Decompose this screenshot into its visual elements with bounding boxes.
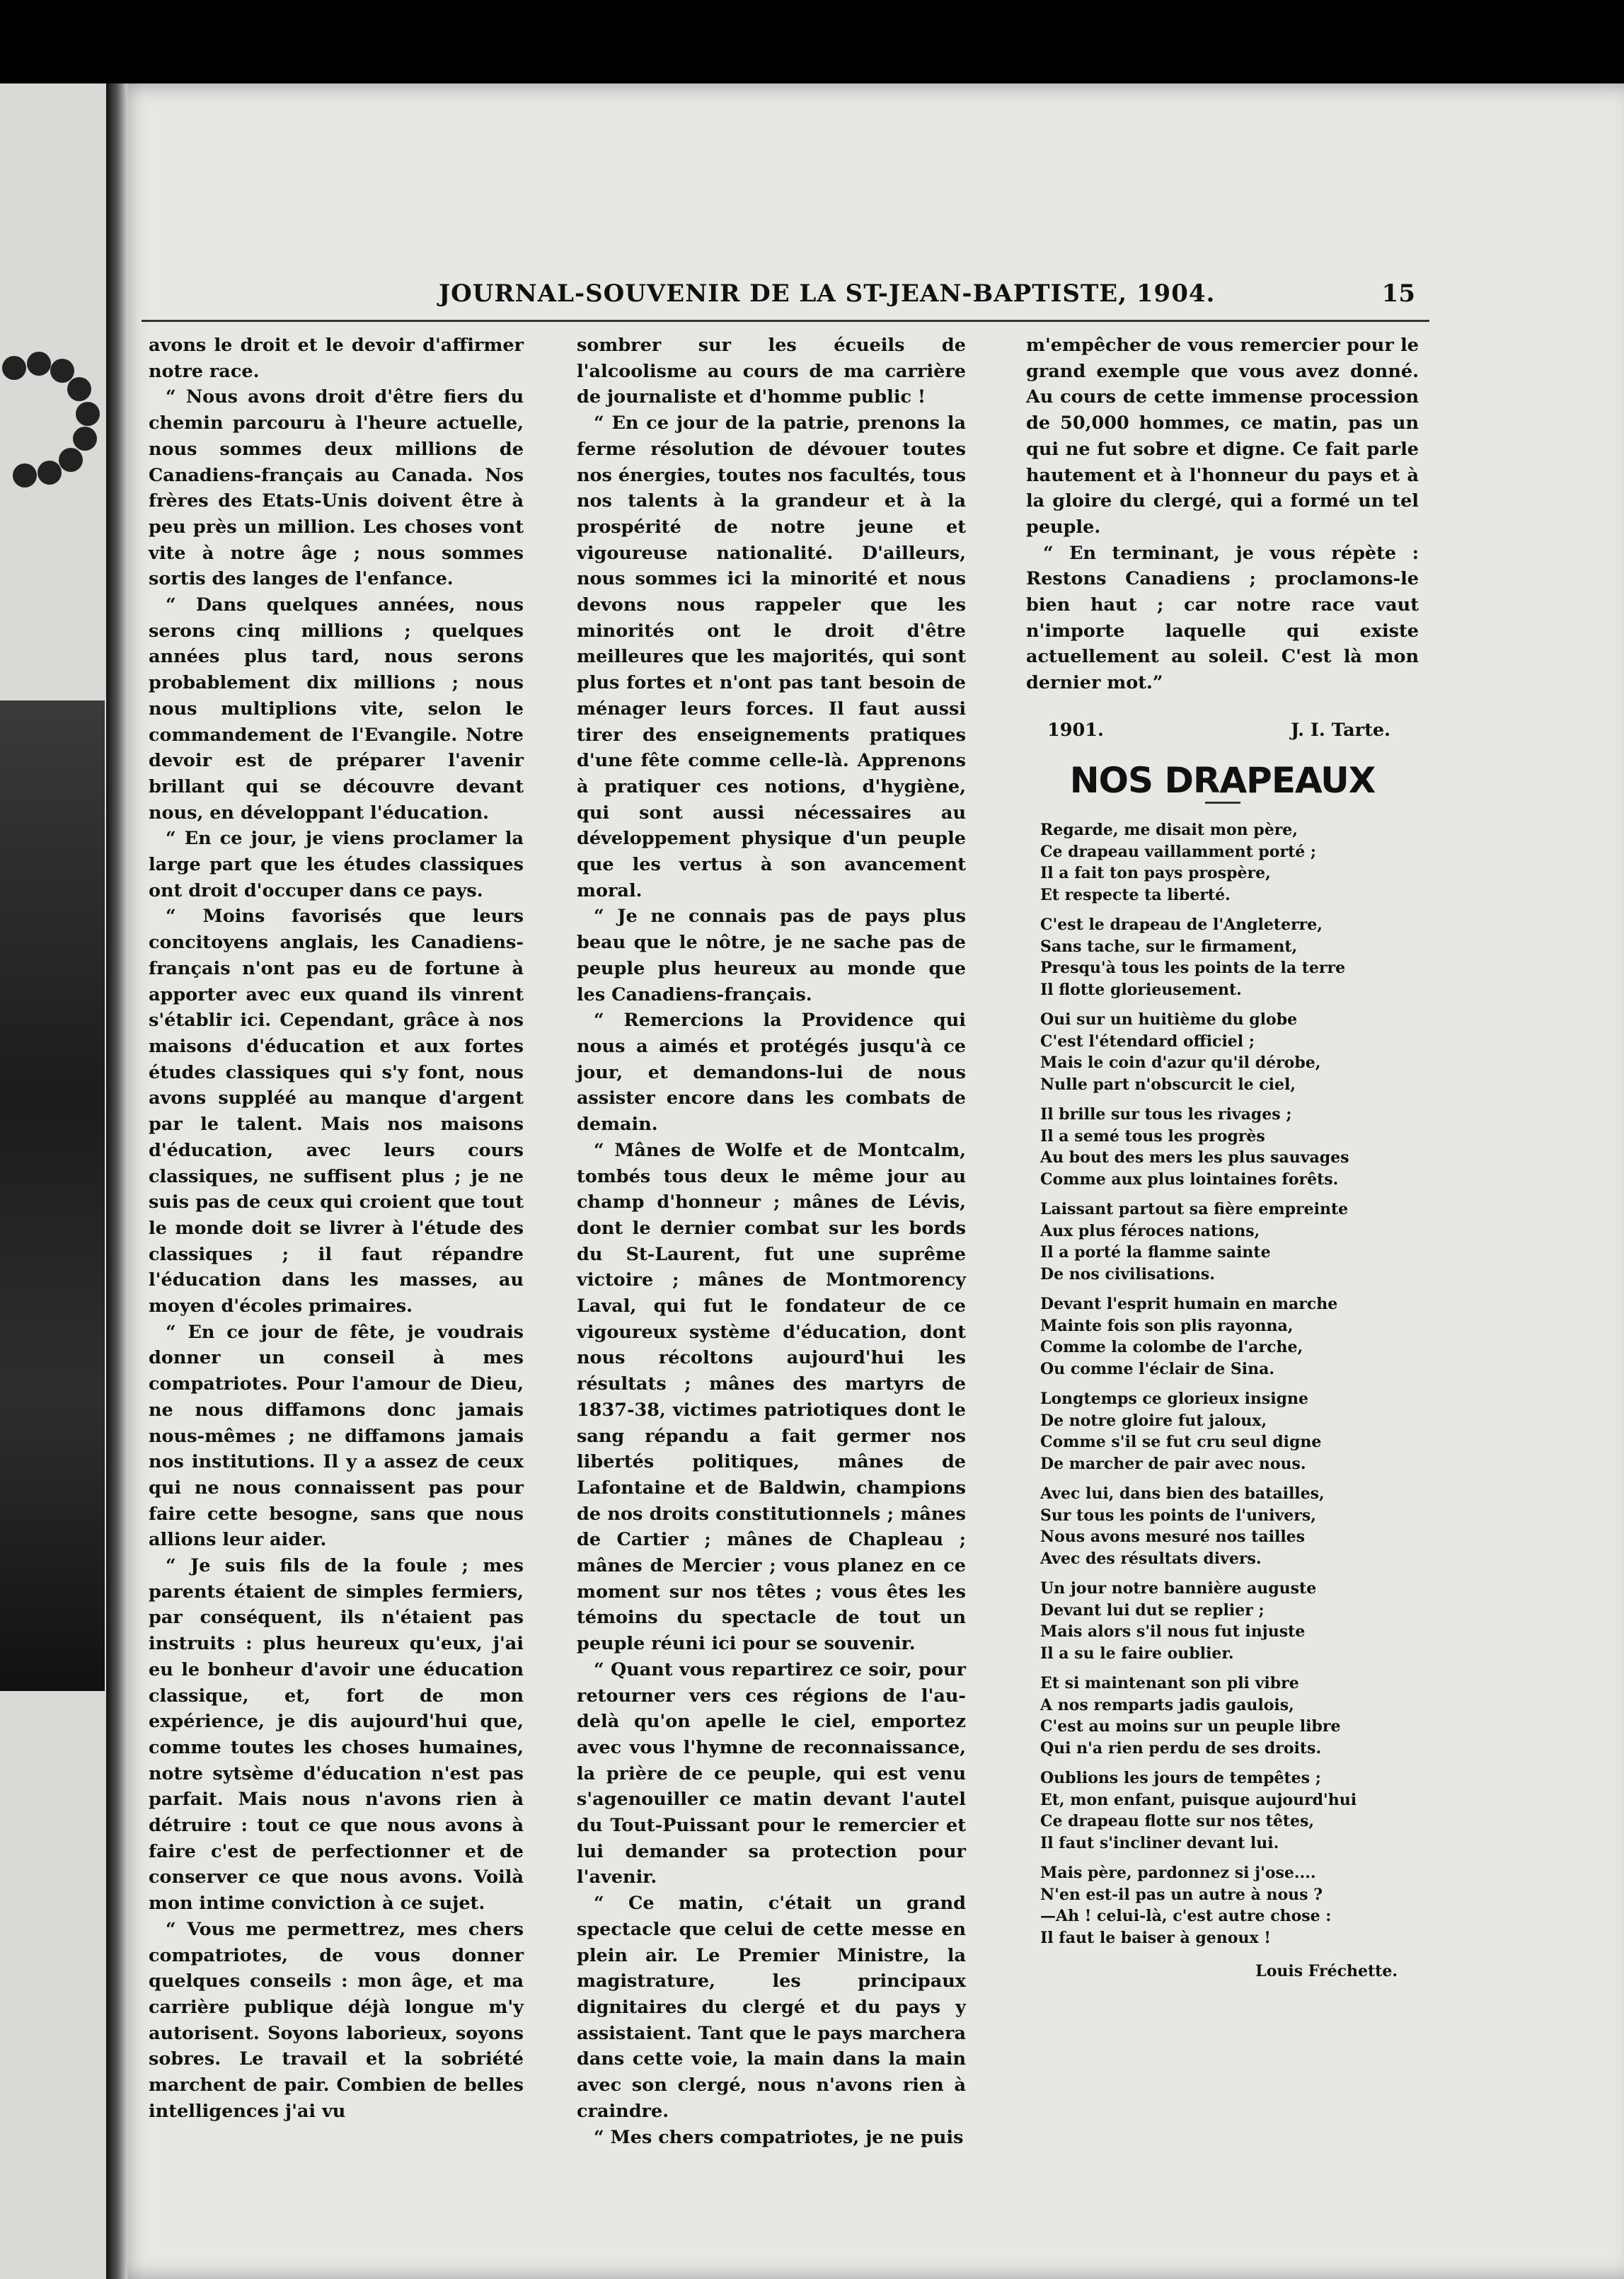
poem-line: Avec lui, dans bien des batailles,: [1040, 1484, 1325, 1504]
column-1: [149, 333, 524, 2125]
header-rule: [142, 320, 1429, 322]
poem-stanza: [1040, 1388, 1419, 1475]
poem-line: Il faut s'incliner devant lui.: [1040, 1833, 1279, 1852]
paragraph: “ En ce jour de la patrie, prenons la ferme résolution de dévouer toutes nos énergies, toutes nos facultés, tous nos talents à la grandeur et à la prospérité de notre jeune et vigoureuse nationalité. D'ailleurs, nous sommes ici la minorité et nous devons nous rappeler que les minorités ont le droit d'être meilleures que les majorités, qui sont plus fortes et n'ont pas tant besoin de ménager leurs forces. Il faut aussi tirer des enseignements pratiques d'une fête comme celle-là. Apprenons à pratiquer ces notions, d'hygiène, qui sont aussi nécessaires au développement physique d'un peuple que les vertus à son avancement moral.: [577, 412, 966, 901]
paragraph: “ Quant vous repartirez ce soir, pour retourner vers ces régions de l'au-delà qu'on apelle le ciel, emportez avec vous l'hymne de reconnaissance, la prière de ce peuple, qui est venu s'agenouiller ce matin devant l'autel du Tout-Puissant pour le remercier et lui demander sa protection pour l'avenir.: [577, 1658, 966, 1888]
paragraph: “ En terminant, je vous répète : Restons Canadiens ; proclamons-le bien haut ; car notre race vaut n'importe laquelle qui existe actuellement au soleil. C'est là mon dernier mot.”: [1026, 542, 1419, 694]
paragraph: “ Ce matin, c'était un grand spectacle que celui de cette messe en plein air. Le Premier Ministre, la magistrature, les principaux dignitaires du clergé et du pays y assistaient. Tant que le pays marchera dans cette voie, la main dans la main avec son clergé, nous n'avons rien à craindre.: [577, 1893, 966, 2122]
poem-stanza: [1040, 1104, 1419, 1190]
poem-line: Au bout des mers les plus sauvages: [1040, 1148, 1349, 1167]
column-2: [577, 333, 966, 2150]
paragraph: “ Remercions la Providence qui nous a aimés et protégés jusqu'à ce jour, et demandons-lui de nous assister encore dans les combats de demain.: [577, 1010, 966, 1136]
paragraph: “ Vous me permettrez, mes chers compatriotes, de vous donner quelques conseils : mon âge, et ma carrière publique déjà longue m'y autorisent. Soyons laborieux, soyons sobres. Le travail et la sobriété marchent de pair. Combien de belles intelligences j'ai vu: [149, 1918, 524, 2122]
poem-line: Il a semé tous les progrès: [1040, 1126, 1265, 1146]
poem-line: Qui n'a rien perdu de ses droits.: [1040, 1738, 1322, 1758]
poem-stanza: [1040, 1009, 1419, 1095]
poem-line: Il a su le faire oublier.: [1040, 1644, 1234, 1663]
poem-line: Regarde, me disait mon père,: [1040, 821, 1298, 840]
poem-stanza: [1040, 1199, 1419, 1285]
running-header: [439, 279, 1415, 315]
poem-line: N'en est-il pas un autre à nous ?: [1040, 1885, 1323, 1904]
paragraph: “ Moins favorisés que leurs concitoyens anglais, les Canadiens-français n'ont pas eu de fortune à apporter avec eux quand ils vinrent s'établir ici. Cependant, grâce à nos maisons d'éducation et aux fortes études classiques qui s'y font, nous avons suppléé au manque d'argent par le talent. Mais nos maisons d'éducation, avec leurs cours classiques, ne suffisent plus ; je ne suis pas de ceux qui croient que tout le monde doit se livrer à l'étude des classiques ; il faut répandre l'éducation dans les masses, au moyen d'écoles primaires.: [149, 906, 524, 1317]
paragraph: “ Dans quelques années, nous serons cinq millions ; quelques années plus tard, nous serons probablement dix millions ; nous nous multiplions vite, selon le commandement de l'Evangile. Notre devoir est de préparer l'avenir brillant qui se découvre devant nous, en développant l'éducation.: [149, 594, 524, 824]
poem-line: Et respecte ta liberté.: [1040, 885, 1231, 904]
poem-stanza: [1040, 1483, 1419, 1569]
page-number: 15: [1381, 279, 1415, 308]
poem-line: Il brille sur tous les rivages ;: [1040, 1105, 1292, 1124]
poem-line: Ce drapeau vaillamment porté ;: [1040, 842, 1317, 861]
poem-line: Il a porté la flamme sainte: [1040, 1243, 1271, 1262]
poem-line: Longtemps ce glorieux insigne: [1040, 1390, 1309, 1409]
poem-line: De notre gloire fut jaloux,: [1040, 1411, 1267, 1430]
poem-line: Nous avons mesuré nos tailles: [1040, 1528, 1306, 1547]
poem-line: Devant lui dut se replier ;: [1040, 1600, 1265, 1620]
poem-line: —Ah ! celui-là, c'est autre chose :: [1040, 1907, 1332, 1926]
paragraph: “ En ce jour de fête, je voudrais donner un conseil à mes compatriotes. Pour l'amour de Dieu, ne nous diffamons donc jamais nous-mêmes ; ne diffamons jamais nos institutions. Il y a assez de ceux qui ne nous connaissent pas pour faire cette besogne, sans que nous allions leur aider.: [149, 1321, 524, 1551]
poem-line: Aux plus féroces nations,: [1040, 1221, 1260, 1240]
paragraph: m'empêcher de vous remercier pour le grand exemple que vous avez donné. Au cours de cette immense procession de 50,000 hommes, ce matin, pas un qui ne fut sobre et digne. Ce fait parle hautement et à l'honneur du pays et à la gloire du clergé, qui a formé un tel peuple.: [1026, 335, 1419, 538]
poem-line: Comme la colombe de l'arche,: [1040, 1338, 1303, 1357]
paragraph: “ En ce jour, je viens proclamer la large part que les études classiques ont droit d'occuper dans ce pays.: [149, 828, 524, 901]
poem-line: Oublions les jours de tempêtes ;: [1040, 1769, 1321, 1788]
poem-line: Mais père, pardonnez si j'ose....: [1040, 1864, 1316, 1883]
poem-line: Avec des résultats divers.: [1040, 1549, 1262, 1568]
poem-line: Devant l'esprit humain en marche: [1040, 1295, 1338, 1314]
poem-line: De nos civilisations.: [1040, 1264, 1215, 1283]
poem-line: Sans tache, sur le firmament,: [1040, 937, 1298, 956]
poem-line: Laissant partout sa fière empreinte: [1040, 1200, 1349, 1219]
poem-line: Nulle part n'obscurcit le ciel,: [1040, 1075, 1296, 1094]
poem-stanza: [1040, 1578, 1419, 1664]
poem-stanza: [1040, 1673, 1419, 1759]
paragraph: “ Je ne connais pas de pays plus beau que le nôtre, je ne sache pas de peuple plus heureux au monde que les Canadiens-français.: [577, 906, 966, 1005]
poem-stanza: [1040, 1767, 1419, 1854]
paragraph: “ Je suis fils de la foule ; mes parents étaient de simples fermiers, par conséquent, ils n'étaient pas instruits : plus heureux qu'eux, j'ai eu le bonheur d'avoir une éducation classique, et, fort de mon expérience, je dis aujourd'hui que, comme toutes les choses humaines, notre sytsème d'éducation n'est pas parfait. Mais nous n'avons rien à détruire : tout ce que nous avons à faire c'est de perfectionner et de conserver ce que nous avons. Voilà mon intime conviction à ce sujet.: [149, 1555, 524, 1915]
poem-line: C'est l'étendard officiel ;: [1040, 1032, 1255, 1051]
poem-stanza: [1040, 1862, 1419, 1949]
poem-line: C'est le drapeau de l'Angleterre,: [1040, 916, 1323, 935]
column-3: [1026, 333, 1419, 1985]
poem-line: Sur tous les points de l'univers,: [1040, 1506, 1316, 1525]
poem-line: Un jour notre bannière auguste: [1040, 1579, 1317, 1598]
poem-line: Il faut le baiser à genoux !: [1040, 1928, 1271, 1947]
poem-line: Mais alors s'il nous fut injuste: [1040, 1622, 1306, 1642]
poem-line: Et, mon enfant, puisque aujourd'hui: [1040, 1790, 1357, 1809]
poem-line: Et si maintenant son pli vibre: [1040, 1674, 1299, 1693]
paragraph: “ Mes chers compatriotes, je ne puis: [594, 2126, 964, 2148]
facing-page-photo: [0, 700, 105, 1691]
poem-line: A nos remparts jadis gaulois,: [1040, 1695, 1294, 1714]
poem-line: C'est au moins sur un peuple libre: [1040, 1717, 1341, 1736]
title-rule: [1205, 802, 1240, 804]
poem-stanza: [1040, 914, 1419, 1000]
paragraph: “ Mânes de Wolfe et de Montcalm, tombés tous deux le même jour au champ d'honneur ; mânes de Lévis, dont le dernier combat sur les bords du St-Laurent, fut une suprême victoire ; mânes de Montmorency Laval, qui fut le fondateur de ce vigoureux système d'éducation, dont nous récoltons aujourd'hui les résultats ; mânes des martyrs de 1837-38, victimes patriotiques dont le sang répandu a fait germer nos libertés politiques, mânes de Lafontaine et de Baldwin, champions de nos droits constitutionnels ; mânes de Cartier ; mânes de Chapleau ; mânes de Mercier ; vous planez en ce moment sur nos têtes ; vous êtes les témoins du spectacle de tout un peuple réuni ici pour se souvenir.: [577, 1139, 966, 1655]
poem-line: Presqu'à tous les points de la terre: [1040, 959, 1346, 978]
signature-line: [1026, 717, 1419, 744]
poem-author: Louis Fréchette.: [1255, 1962, 1398, 1981]
signature-year: 1901.: [1047, 719, 1104, 741]
poem-line: Mais le coin d'azur qu'il dérobe,: [1040, 1054, 1321, 1073]
poem-line: Comme s'il se fut cru seul digne: [1040, 1433, 1322, 1452]
poem-line: Mainte fois son plis rayonna,: [1040, 1316, 1294, 1335]
poem-line: Il a fait ton pays prospère,: [1040, 864, 1271, 883]
paragraph: avons le droit et le devoir d'affirmer notre race.: [149, 335, 524, 382]
poem-line: Il flotte glorieusement.: [1040, 980, 1242, 999]
decorative-bead-ornament: [0, 347, 106, 509]
poem-body: [1026, 819, 1419, 1949]
poem-title: NOS DRAPEAUX: [1069, 759, 1376, 801]
poem-stanza: [1040, 1293, 1419, 1380]
poem-line: Comme aux plus lointaines forêts.: [1040, 1170, 1339, 1189]
poem-stanza: [1040, 819, 1419, 906]
signature-name: J. I. Tarte.: [1291, 719, 1390, 741]
poem-line: Ce drapeau flotte sur nos têtes,: [1040, 1812, 1315, 1831]
journal-title: JOURNAL-SOUVENIR DE LA ST-JEAN-BAPTISTE, 1904.: [439, 279, 1216, 308]
book-gutter: [106, 83, 127, 2279]
paragraph: sombrer sur les écueils de l'alcoolisme au cours de ma carrière de journaliste et d'homme public !: [577, 335, 966, 408]
poem-line: Oui sur un huitième du globe: [1040, 1010, 1298, 1029]
paragraph: “ Nous avons droit d'être fiers du chemin parcouru à l'heure actuelle, nous sommes deux millions de Canadiens-français au Canada. Nos frères des Etats-Unis doivent être à peu près un million. Les choses vont vite à notre âge ; nous sommes sortis des langes de l'enfance.: [149, 386, 524, 590]
poem-line: De marcher de pair avec nous.: [1040, 1454, 1306, 1473]
poem-line: Ou comme l'éclair de Sina.: [1040, 1359, 1274, 1378]
